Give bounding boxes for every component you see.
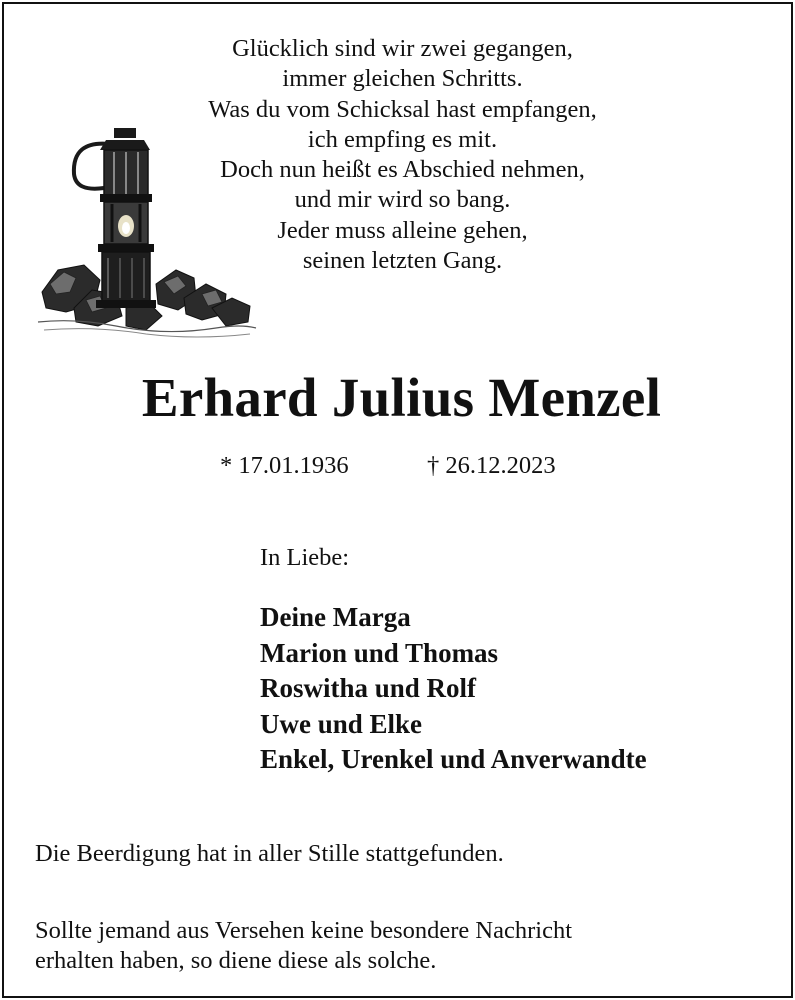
poem-line: immer gleichen Schritts. xyxy=(282,65,523,93)
mourner-name: Roswitha und Rolf xyxy=(260,673,477,703)
mourner-name: Deine Marga xyxy=(260,602,411,632)
mourner-name: Marion und Thomas xyxy=(260,637,499,668)
deceased-name: Erhard Julius Menzel xyxy=(141,367,662,428)
closing-note xyxy=(35,916,572,976)
poem-line: Glücklich sind wir zwei gegangen, xyxy=(232,35,573,62)
poem-line: ich empfing es mit. xyxy=(307,125,498,153)
poem-line: Was du vom Schicksal hast empfangen, xyxy=(208,95,597,123)
poem-line: Doch nun heißt es Abschied nehmen, xyxy=(220,156,585,184)
mourner-name: Enkel, Urenkel und Anverwandte xyxy=(260,744,647,774)
mourner-name: Uwe und Elke xyxy=(260,708,423,739)
mourners-intro: In Liebe: xyxy=(260,544,350,571)
death-date: † 26.12.2023 xyxy=(427,452,556,479)
obituary-notice xyxy=(2,2,793,998)
poem-line: seinen letzten Gang. xyxy=(302,247,503,275)
birth-date: * 17.01.1936 xyxy=(220,452,349,479)
mourners-list xyxy=(260,600,647,778)
miners-lamp-icon xyxy=(36,122,258,340)
closing-note-line: erhalten haben, so diene diese als solche. xyxy=(35,947,437,974)
poem-line: Jeder muss alleine gehen, xyxy=(277,216,528,244)
poem-line: und mir wird so bang. xyxy=(294,186,511,214)
closing-note-line: Sollte jemand aus Versehen keine besondere Nachricht xyxy=(35,917,573,944)
burial-note: Die Beerdigung hat in aller Stille stattgefunden. xyxy=(35,840,504,867)
